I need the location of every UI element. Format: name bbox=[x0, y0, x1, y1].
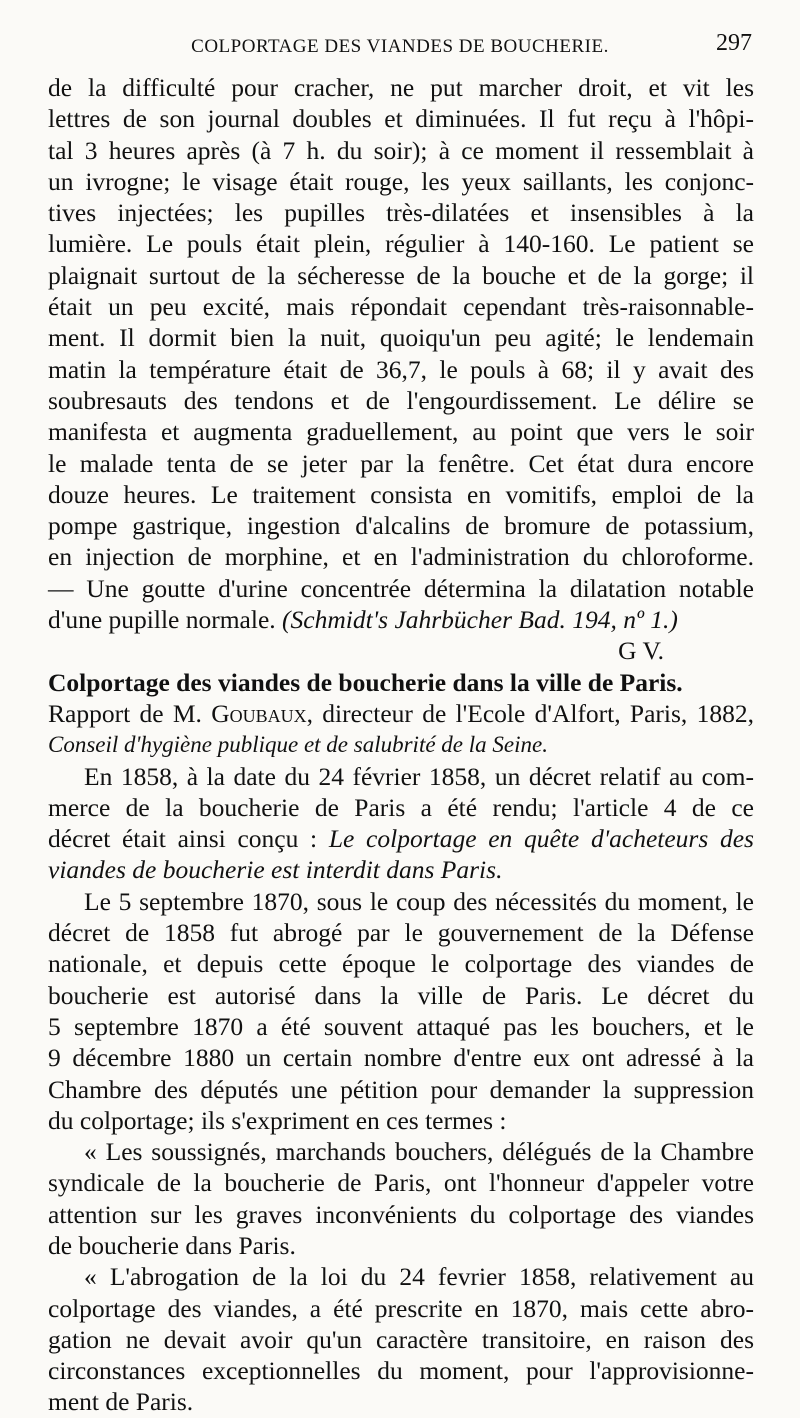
text-line: « Les soussignés, marchands bouchers, délégués de la Chambre bbox=[84, 1137, 754, 1167]
text-line: tal 3 heures après (à 7 h. du soir); à ce moment il ressemblait à bbox=[48, 135, 754, 165]
body-text bbox=[48, 72, 754, 1418]
text-line: en injection de morphine, et en l'administration du chloroforme. bbox=[48, 542, 754, 572]
report-source: Conseil d'hygiène publique et de salubrité de la Seine. bbox=[48, 732, 548, 758]
signature: G V. bbox=[618, 636, 664, 666]
text-line bbox=[48, 604, 754, 635]
text-line: manifesta et augmenta graduellement, au point que vers le soir bbox=[48, 417, 754, 447]
text-line: syndicale de la boucherie de Paris, ont l'honneur d'appeler votre bbox=[48, 1168, 754, 1198]
text-line: colportage des viandes, a été prescrite en 1870, mais cette abro- bbox=[48, 1293, 754, 1323]
text-line: le malade tenta de se jeter par la fenêtre. Cet état dura encore bbox=[48, 448, 754, 478]
text-line: décret de 1858 fut abrogé par le gouvernement de la Défense bbox=[48, 918, 754, 948]
text-line: « L'abrogation de la loi du 24 fevrier 1858, relativement au bbox=[84, 1262, 754, 1292]
text-line: du colportage; ils s'expriment en ces termes : bbox=[48, 1105, 507, 1135]
text-line: 5 septembre 1870 a été souvent attaqué pas les bouchers, et le bbox=[48, 1011, 754, 1041]
article-title: Colportage des viandes de boucherie dans la ville de Paris. bbox=[48, 667, 683, 697]
decree-quote: Le colportage en quête d'acheteurs des bbox=[328, 824, 754, 854]
report-author: Goubaux bbox=[211, 698, 307, 728]
text-fragment: décret était ainsi conçu : bbox=[48, 824, 329, 854]
text-line bbox=[48, 823, 754, 854]
text-line: 9 décembre 1880 un certain nombre d'entre eux ont adressé à la bbox=[48, 1043, 754, 1073]
text-line: lumière. Le pouls était plein, régulier à 140-160. Le patient se bbox=[48, 229, 754, 259]
text-line: un ivrogne; le visage était rouge, les yeux saillants, les conjonc- bbox=[48, 166, 754, 196]
text-line: boucherie est autorisé dans la ville de Paris. Le décret du bbox=[48, 980, 754, 1010]
text-line: Chambre des députés une pétition pour demander la suppression bbox=[48, 1074, 754, 1104]
text-line: — Une goutte d'urine concentrée détermina la dilatation notable bbox=[48, 573, 754, 603]
text-line: lettres de son journal doubles et diminuées. Il fut reçu à l'hôpi- bbox=[48, 104, 754, 134]
text-line: était un peu excité, mais répondait cependant très-raisonnable- bbox=[48, 292, 754, 322]
text-fragment: d'une pupille normale. bbox=[48, 605, 283, 635]
page-number: 297 bbox=[716, 30, 752, 56]
text-line: de boucherie dans Paris. bbox=[48, 1230, 296, 1260]
text-line: soubresauts des tendons et de l'engourdissement. Le délire se bbox=[48, 385, 754, 415]
text-line: ment de Paris. bbox=[48, 1387, 194, 1417]
text-line: attention sur les graves inconvénients du colportage des viandes bbox=[48, 1199, 754, 1229]
text-line: plaignait surtout de la sécheresse de la bouche et de la gorge; il bbox=[48, 260, 754, 290]
running-head bbox=[48, 30, 752, 62]
report-prefix: Rapport de M. bbox=[48, 698, 212, 728]
text-line: matin la température était de 36,7, le pouls à 68; il y avait des bbox=[48, 354, 754, 384]
text-line: En 1858, à la date du 24 février 1858, un décret relatif au com- bbox=[84, 761, 754, 791]
decree-quote: viandes de boucherie est interdit dans Paris. bbox=[48, 855, 503, 885]
text-line: gation ne devait avoir qu'un caractère transitoire, en raison des bbox=[48, 1324, 754, 1354]
text-line: pompe gastrique, ingestion d'alcalins de bromure de potassium, bbox=[48, 511, 754, 541]
running-title: COLPORTAGE DES VIANDES DE BOUCHERIE. bbox=[191, 36, 609, 57]
text-line: de la difficulté pour cracher, ne put marcher droit, et vit les bbox=[48, 73, 754, 102]
text-line: nationale, et depuis cette époque le colportage des viandes de bbox=[48, 949, 754, 979]
text-line: Le 5 septembre 1870, sous le coup des nécessités du moment, le bbox=[84, 886, 754, 916]
text-line: tives injectées; les pupilles très-dilatées et insensibles à la bbox=[48, 198, 754, 228]
text-line: circonstances exceptionnelles du moment, pour l'approvisionne- bbox=[48, 1356, 754, 1386]
citation: (Schmidt's Jahrbücher Bad. 194, nº 1.) bbox=[282, 605, 678, 635]
text-line: merce de la boucherie de Paris a été rendu; l'article 4 de ce bbox=[48, 792, 754, 822]
report-byline bbox=[48, 698, 754, 729]
report-suffix: , directeur de l'Ecole d'Alfort, Paris, 1882, bbox=[306, 698, 754, 728]
text-line: douze heures. Le traitement consista en vomitifs, emploi de la bbox=[48, 479, 754, 509]
text-line: ment. Il dormit bien la nuit, quoiqu'un peu agité; le lendemain bbox=[48, 323, 754, 353]
